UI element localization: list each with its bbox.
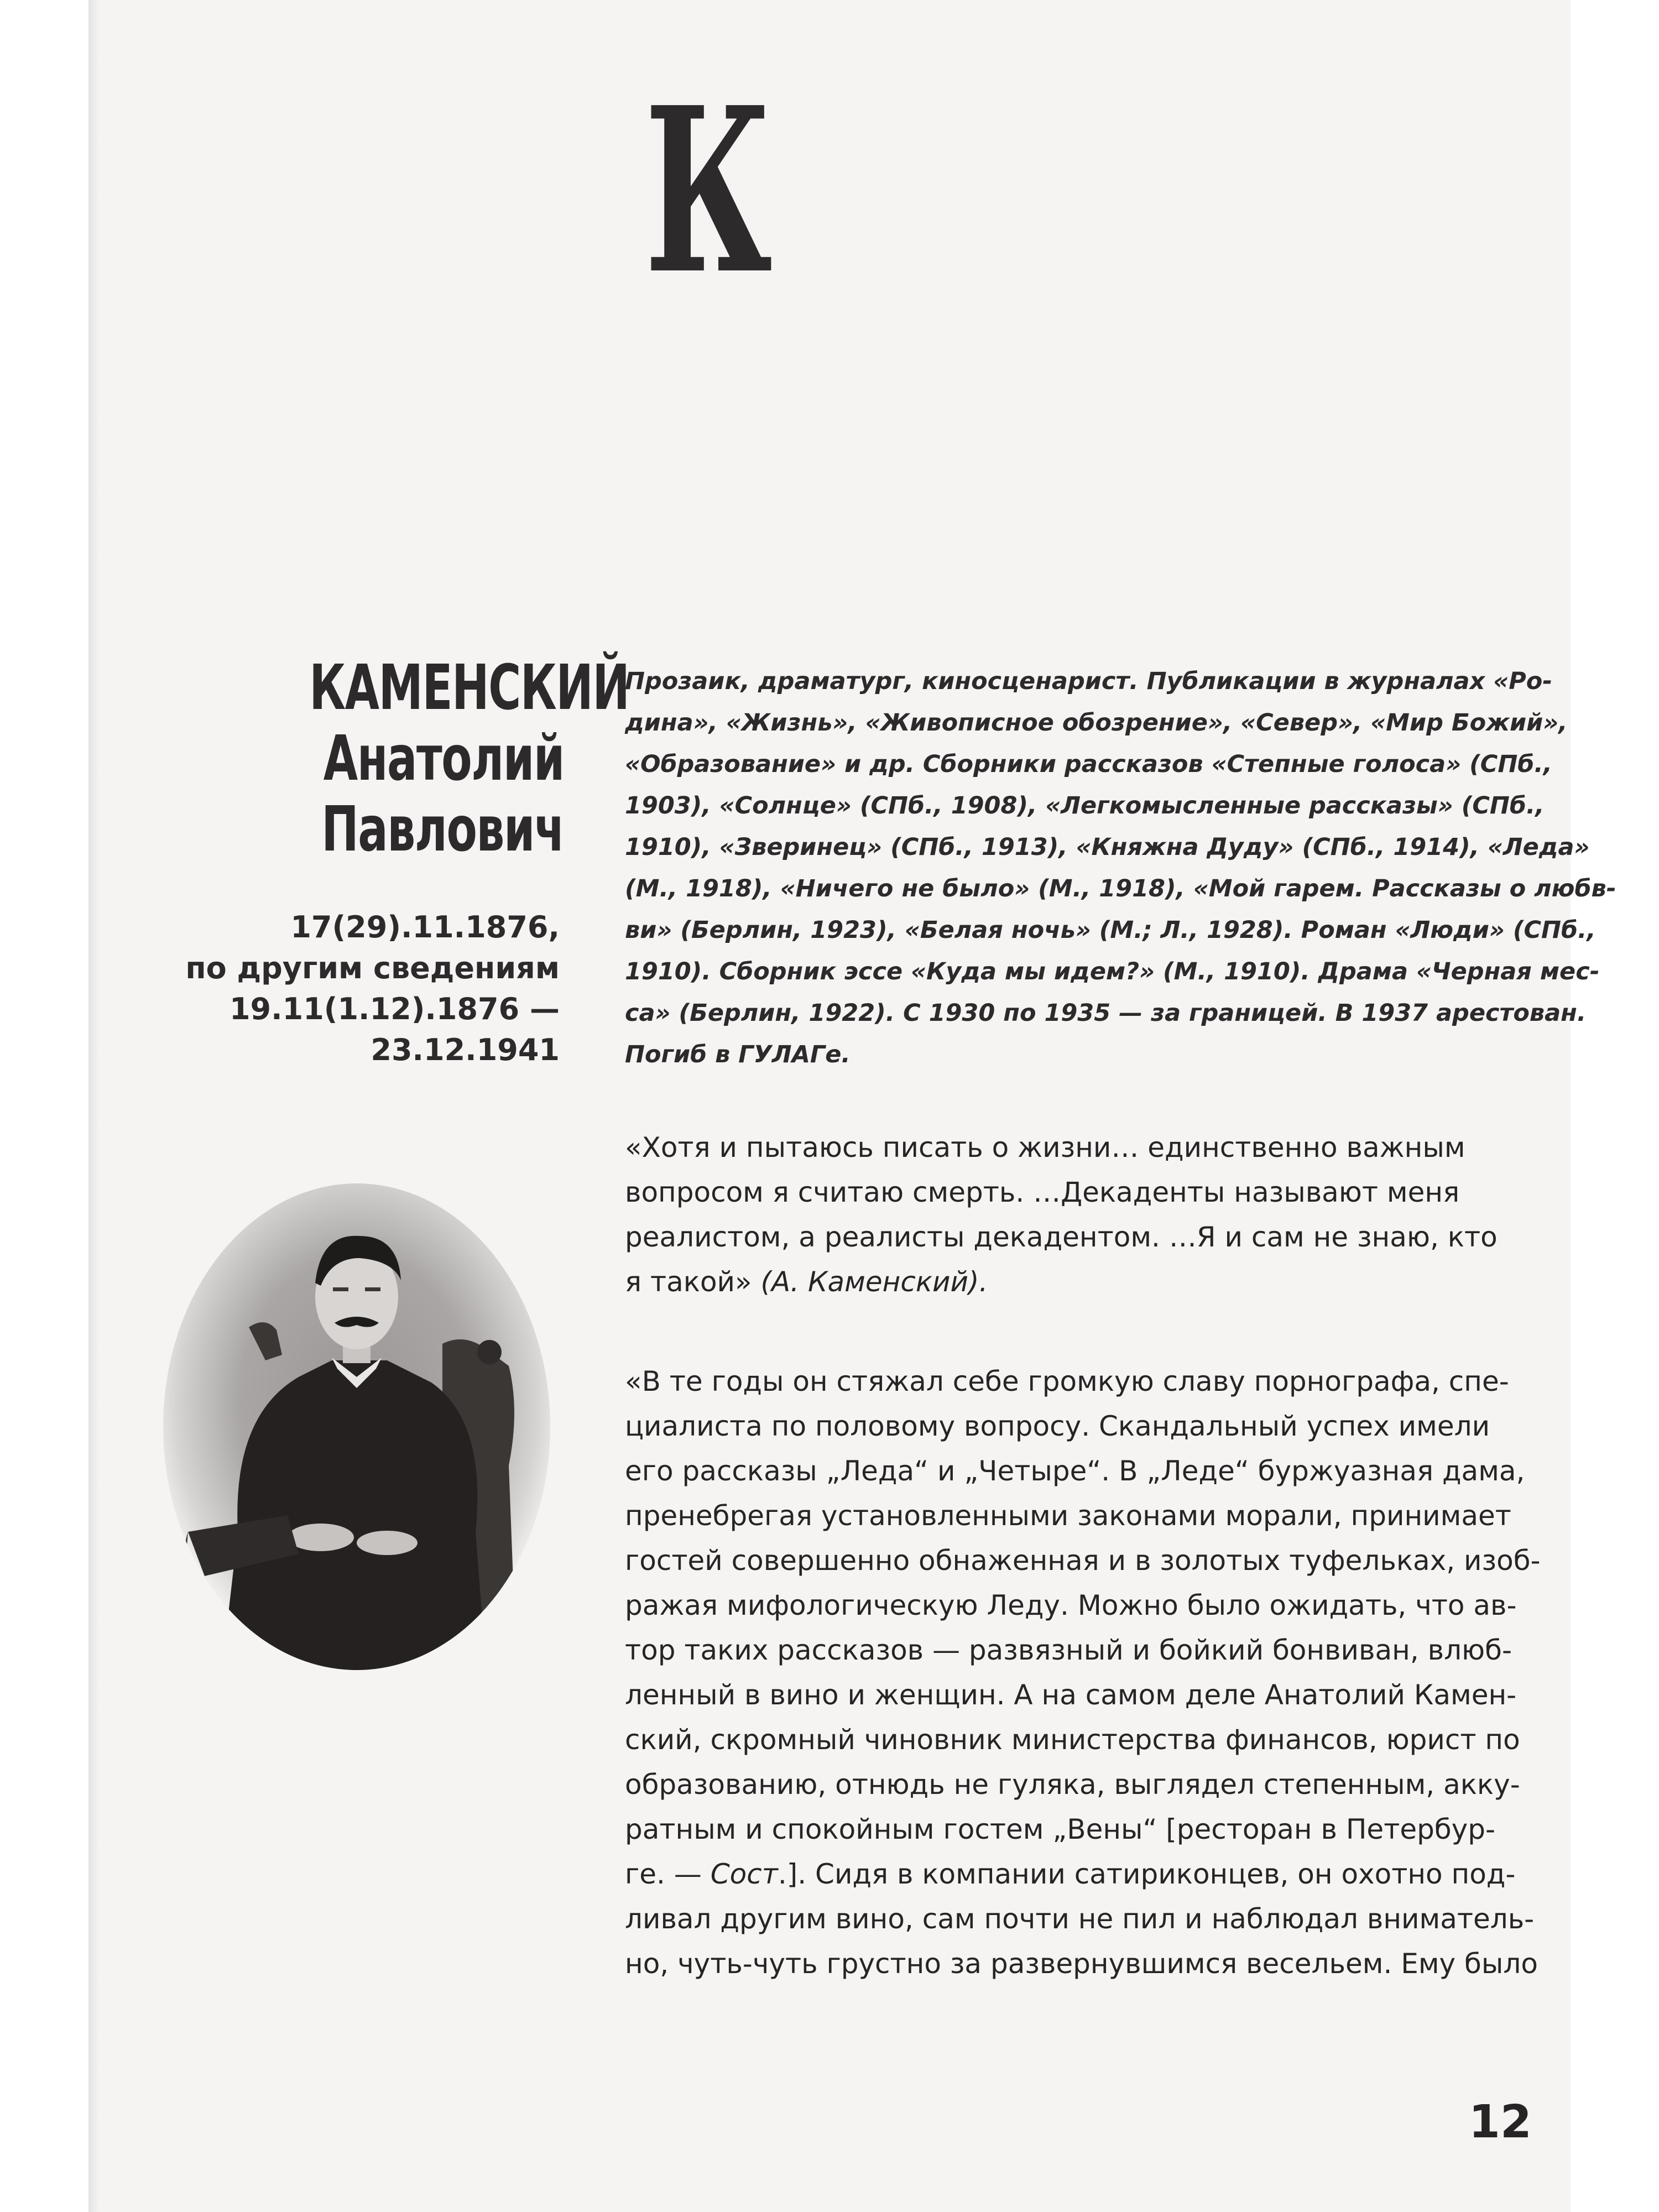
bio-line: «Образование» и др. Сборники рассказов «Степные голоса» (СПб., [625,750,1552,778]
memoir-line: ский, скромный чиновник министерства финансов, юрист по [625,1724,1520,1756]
author-first-name: Анатолий [323,723,564,795]
memoir-line: но, чуть-чуть грустно за развернувшимся весельем. Ему было [625,1948,1538,1980]
date-line: 19.11(1.12).1876 — [229,992,560,1026]
date-line: 17(29).11.1876, [290,910,560,945]
memoir-line: его рассказы „Леда“ и „Четыре“. В „Леде“ буржуазная дама, [625,1455,1525,1487]
portrait-photo [155,1178,559,1687]
bio-line: Прозаик, драматург, киносценарист. Публикации в журналах «Ро- [625,667,1553,695]
memoir-line: циалиста по половому вопросу. Скандальный успех имели [625,1410,1490,1442]
bio-line: (М., 1918), «Ничего не было» (М., 1918), «Мой гарем. Рассказы о любв- [625,875,1616,902]
section-letter: К [644,58,773,324]
biography-summary [625,661,1616,1076]
author-portrait [155,1178,559,1687]
bio-line: 1910), «Зверинец» (СПб., 1913), «Княжна Дуду» (СПб., 1914), «Леда» [625,833,1590,861]
author-surname: КАМЕНСКИЙ [309,652,629,724]
page-number: 12 [1468,2096,1532,2148]
memoir-text: ге. — [625,1858,711,1890]
bio-line: ви» (Берлин, 1923), «Белая ночь» (М.; Л., 1928). Роман «Люди» (СПб., [625,916,1596,944]
memoir-line: ливал другим вино, сам почти не пил и наблюдал вниматель- [625,1903,1535,1935]
memoir-line: пренебрегая установленными законами морали, принимает [625,1500,1511,1532]
quote-line: реалистом, а реалисты декадентом. …Я и сам не знаю, кто [625,1221,1498,1253]
quote-line: «Хотя и пытаюсь писать о жизни… единственно важным [625,1131,1465,1164]
memoir-line: гостей совершенно обнаженная и в золотых туфельках, изоб- [625,1545,1541,1577]
bio-line: 1910). Сборник эссе «Куда мы идем?» (М., 1910). Драма «Черная мес- [625,958,1600,985]
memoir-line: ленный в вино и женщин. А на самом деле Анатолий Камен- [625,1679,1517,1711]
bio-line: са» (Берлин, 1922). С 1930 по 1935 — за границей. В 1937 арестован. [625,999,1587,1027]
memoir-line: образованию, отнюдь не гуляка, выглядел степенным, акку- [625,1768,1520,1801]
memoir-line: ражая мифологическую Леду. Можно было ожидать, что ав- [625,1589,1517,1621]
memoir-quote [625,1359,1541,1986]
author-patronymic: Павлович [321,794,564,865]
quote-attribution: (А. Каменский). [760,1266,988,1298]
editor-note: Сост [710,1858,778,1890]
bio-line: дина», «Жизнь», «Живописное обозрение», «Север», «Мир Божий», [625,709,1568,737]
quote-line-last [625,1260,1532,1305]
page-edge [88,0,100,2212]
date-line: 23.12.1941 [371,1032,560,1067]
memoir-text: .]. Сидя в компании сатириконцев, он охотно под- [778,1858,1516,1890]
bio-line: Погиб в ГУЛАГе. [625,1041,851,1068]
quote-text: я такой» [625,1266,752,1298]
memoir-line: тор таких рассказов — развязный и бойкий бонвиван, влюб- [625,1634,1512,1666]
date-line: по другим сведениям [185,951,560,985]
author-quote [625,1125,1532,1305]
memoir-line: ратным и спокойным гостем „Вены“ [ресторан в Петербур- [625,1813,1496,1845]
memoir-line: «В те годы он стяжал себе громкую славу порнографа, спе- [625,1365,1509,1397]
author-heading [210,652,629,865]
memoir-line-editorial [625,1852,1532,1897]
quote-line: вопросом я считаю смерть. …Декаденты называют меня [625,1176,1460,1208]
life-dates [166,907,560,1071]
bio-line: 1903), «Солнце» (СПб., 1908), «Легкомысленные рассказы» (СПб., [625,792,1545,820]
